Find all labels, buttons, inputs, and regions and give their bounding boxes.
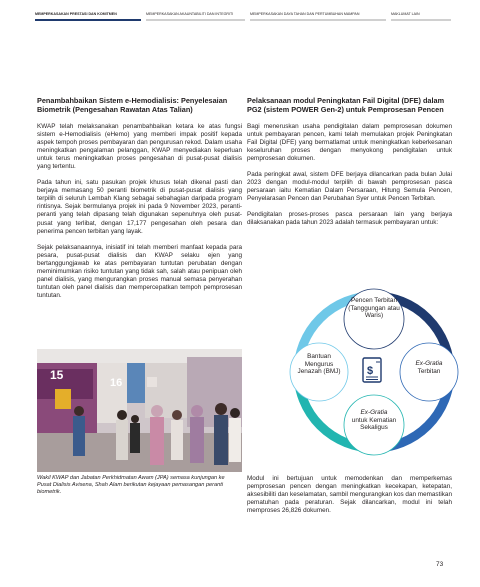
right-column — [247, 96, 452, 228]
photo-illustration — [37, 349, 242, 472]
left-heading: Penambahbaikan Sistem e-Hemodialisis: Penyelesaian Biometrik (Pengesahan Rawatan Atas Talian) — [37, 96, 228, 114]
right-column-bottom — [247, 475, 452, 515]
nav-rule — [250, 19, 386, 21]
diagram-label-ex-gratia-italic: Ex-Gratia — [415, 360, 443, 367]
left-paragraph-3: Sejak pelaksanaannya, inisiatif ini telah memberi manfaat kepada para pesara, pusat-pusat dialisis dan KWAP selaku ejen yang bertanggungjawab ke atas pembayaran tuntutan perubatan dengan meminimumkan risiko tuntutan yang tidak sah, salah atau penipuan oleh panel dialisis, yang mengurangkan proses manual semasa penyerahan tuntutan oleh panel dialisis dan mempercepatkan tempoh pemprosesan tuntutan. — [37, 243, 242, 299]
right-paragraph-2: Pada peringkat awal, sistem DFE berjaya dilancarkan pada bulan Julai 2023 dengan modul-modul terpilih di bawah pemprosesan pasca persaraan iaitu Kematian Dalam Persaraan, Hitung Semula Pencen, Penyelarasan Pencen dan Perubahan Syer untuk Pencen Terbitan. — [247, 171, 452, 203]
nav-item-maklumat-lain[interactable]: MAKLUMAT LAIN — [391, 12, 420, 16]
diagram-label-pencen-terbitan: Pencen Terbitan (Tanggungan atau Waris) — [348, 297, 400, 320]
photo-sign-16: 16 — [110, 377, 123, 389]
right-heading: Pelaksanaan modul Peningkatan Fail Digital (DFE) dalam PG2 (sistem POWER Gen-2) untuk Pemprosesan Pencen — [247, 96, 445, 114]
right-paragraph-3: Pendigitalan proses-proses pasca persaraan lain yang berjaya dilaksanakan pada tahun 2023 adalah termasuk pembayaran untuk: — [247, 211, 452, 227]
left-paragraph-1: KWAP telah melaksanakan penambahbaikan ketara ke atas fungsi sistem e-Hemodialisis (eHemo) yang memberi impak positif kepada aspek tempoh proses pembayaran dan pengurusan rekod. Dalam usaha meningkatkan pengalaman pelanggan, KWAP menyediakan keperluan untuk terus meningkatkan proses pengesahan di pusat-pusat dialisis yang tertentu. — [37, 123, 242, 171]
left-column — [37, 96, 242, 300]
nav-item-daya-tahan[interactable]: MEMPERKASAKAN DAYA TAHAN DAN PERTUMBUHAN MAMPAN — [250, 12, 360, 16]
nav-active-rule — [35, 19, 141, 21]
nav-rule — [391, 19, 451, 21]
right-paragraph-1: Bagi meneruskan usaha pendigitalan dalam pemprosesan dokumen untuk pembayaran pencen, kami telah memulakan projek Peningkatan Fail Digital (DFE) yang bermatlamat untuk meningkatkan keberkesanan keseluruhan proses dengan menyokong pendigitalan untuk pemprosesan dokumen. — [247, 123, 452, 163]
dialysis-centre-photo — [37, 349, 242, 472]
right-paragraph-4: Modul ini bertujuan untuk memodenkan dan memperkemas pemprosesan pencen dengan meningkatkan kecekapan, ketepatan, aksesibiliti dan keselamatan, sambil mengurangkan kos dan memastikan pematuhan pada peraturan. Sejak dilancarkan, modul ini telah memproses 26,826 dokumen. — [247, 475, 452, 515]
diagram-label-ex-gratia-kematian — [346, 409, 402, 432]
page-number: 73 — [436, 561, 444, 568]
svg-text:$: $ — [366, 365, 374, 377]
photo-sign-15: 15 — [50, 368, 64, 382]
nav-item-akauntabiliti[interactable]: MEMPERKASAKAN AKAUNTABILITI DAN INTEGRITI — [146, 12, 234, 16]
diagram-label-terbitan: Terbitan — [417, 367, 441, 375]
photo-caption: Wakil KWAP dan Jabatan Perkhidmatan Awam (JPA) semasa kunjungan ke Pusat Dialisis Avisena, Shah Alam berikutan kejayaan pemasangan peranti biometrik. — [37, 475, 225, 495]
top-navigation — [33, 12, 453, 24]
nav-rule — [146, 19, 245, 21]
diagram-label-kematian-sekaligus: untuk Kematian Sekaligus — [351, 416, 397, 432]
nav-item-prestasi[interactable]: MEMPERKASAKAN PRESTASI DAN KOMITMEN — [35, 12, 117, 16]
diagram-label-ex-gratia-italic-2: Ex-Gratia — [360, 409, 388, 416]
diagram-label-bmj: Bantuan Mengurus Jenazah (BMJ) — [297, 353, 341, 376]
post-retirement-payments-diagram — [279, 283, 469, 461]
left-paragraph-2: Pada tahun ini, satu pasukan projek khusus telah dikenal pasti dan berjaya memasang 50 peranti biometrik di pusat-pusat dialisis yang terpilih di seluruh Lembah Klang sebagai sebahagian daripada program rintisnya. Sejak bermulanya projek ini pada 9 November 2023, peranti-peranti yang telah dipasang telah digunakan sepenuhnya oleh pusat-pusat yang terlibat, dengan 17,177 pengesahan oleh pesara dan penerima pencen terbitan yang layak. — [37, 179, 242, 235]
diagram-label-ex-gratia-terbitan — [403, 360, 455, 375]
